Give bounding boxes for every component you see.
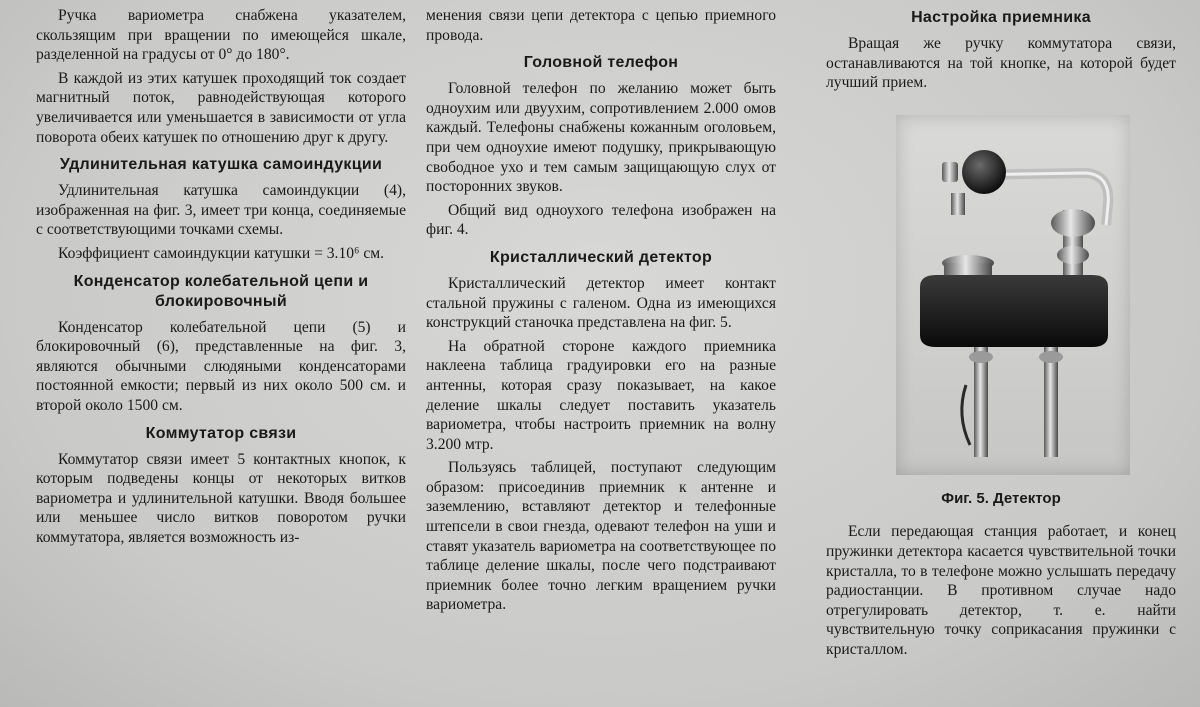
paragraph-calibration-table: На обратной стороне каждого приемника наклеена таблица градуировки его на разные антенны, которая сразу показывает, на какое деление шкалы следует поставить указатель вариометра, чтобы настроить приемник на волну 3.200 мтр. bbox=[426, 337, 776, 453]
heading-receiver-tuning: Настройка приемника bbox=[911, 9, 1091, 26]
detector-photo bbox=[896, 115, 1130, 475]
paragraph-headphone: Головной телефон по желанию может быть одноухим или двуухим, сопротивлением 2.000 омов каждый. Телефоны снабжены кожанным оголовьем, при чем одноухие имеют подушку, прикрывающую свободное ухо и тем самым защищающую слух от посторонних звуков. bbox=[426, 80, 776, 196]
paragraph-capacitor: Конденсатор колебательной цепи (5) и блокировочный (6), представленные на фиг. 3, являются обычными слюдяными конденсаторами постоянной емкости; первый из них около 500 см. и второй около 1500 см. bbox=[36, 318, 406, 414]
paragraph-inductance: Коэффициент самоиндукции катушки = 3.10⁶ см. bbox=[58, 244, 385, 262]
paragraph-headphone-figure: Общий вид одноухого телефона изображен на фиг. 4. bbox=[426, 201, 776, 239]
paragraph-continuation: менения связи цепи детектора с цепью приемного провода. bbox=[426, 7, 776, 44]
paragraph-procedure: Пользуясь таблицей, поступают следующим образом: присоединив приемник к антенне и заземлению, вставляют детектор и телефонные штепсели в свои гнезда, одевают телефон на уши и ставят указатель вариометра на соответствующее по таблице деление шкалы, после чего подстраивают приемник более точно легким вращением ручки вариометра. bbox=[426, 459, 776, 614]
heading-capacitor: Конденсатор колебательной цепи и блокировочный bbox=[73, 272, 369, 310]
heading-headphone: Головной телефон bbox=[523, 54, 679, 72]
column-middle bbox=[426, 6, 776, 619]
heading-extension-coil: Удлинительная катушка самоиндукции bbox=[59, 156, 383, 174]
paragraph-extension-coil: Удлинительная катушка самоиндукции (4), изображенная на фиг. 3, имеет три конца, соединяемые с соответствующими точками схемы. bbox=[36, 182, 406, 239]
column-right bbox=[826, 6, 1176, 664]
paragraph-crystal-detector: Кристаллический детектор имеет контакт стальной пружины с галеном. Одна из имеющихся конструкций станочка представлена на фиг. 5. bbox=[426, 274, 776, 332]
paragraph-tuning: Вращая же ручку коммутатора связи, останавливаются на той кнопке, на которой будет лучший прием. bbox=[826, 35, 1176, 92]
paragraph-magnetic-flux: В каждой из этих катушек проходящий ток создает магнитный поток, равнодействующая которого увеличивается или уменьшается в зависимости от угла поворота обеих катушек по отношению друг к другу. bbox=[36, 69, 406, 146]
column-left bbox=[36, 6, 406, 551]
paragraph-detector-adjust: Если передающая станция работает, и конец пружинки детектора касается чувствительной точки кристалла, то в телефоне можно услышать передачу радиостанции. В противном случае надо отрегулировать детектор, т. е. найти чувствительную точку соприкасания пружинки с кристаллом. bbox=[826, 523, 1176, 658]
paragraph-coupling-switch: Коммутатор связи имеет 5 контактных кнопок, к которым подведены концы от некоторых витков вариометра и удлинительной катушки. Вводя большее или меньшее число витков поворотом ручки коммутатора, является возможность из- bbox=[36, 450, 406, 546]
detector-illustration bbox=[896, 115, 1130, 475]
heading-coupling-switch: Коммутатор связи bbox=[145, 424, 297, 442]
figure-caption: Фиг. 5. Детектор bbox=[941, 489, 1061, 507]
heading-crystal-detector: Кристаллический детектор bbox=[489, 248, 713, 266]
paragraph-variometer-handle: Ручка вариометра снабжена указателем, скользящим при вращении по имеющейся шкале, разделенной на градусы от 0° до 180°. bbox=[36, 7, 406, 64]
